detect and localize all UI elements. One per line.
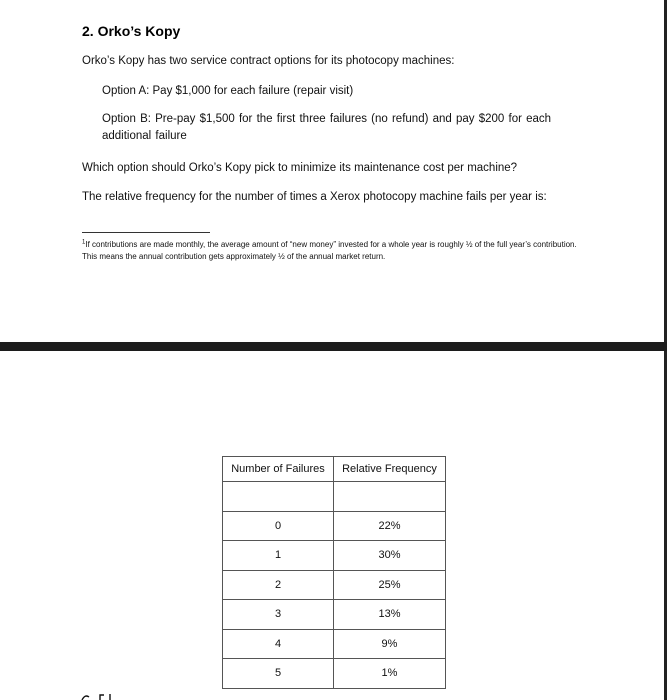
failures-cell: 4 <box>223 629 334 659</box>
table-header-row <box>223 457 446 482</box>
option-b-text: Option B: Pre-pay $1,500 for the first three failures (no refund) and pay $200 for each additional failure <box>102 113 552 142</box>
frequency-cell: 25% <box>334 570 446 600</box>
document-page-top <box>0 0 667 342</box>
table-row <box>223 629 446 659</box>
spacer-cell <box>223 482 334 512</box>
question-text: Which option should Orko’s Kopy pick to minimize its maintenance cost per machine? <box>82 162 518 174</box>
footnote-rule <box>82 232 210 233</box>
table-row <box>223 541 446 571</box>
table-row <box>223 570 446 600</box>
header-relative-frequency: Relative Frequency <box>334 457 446 482</box>
footnote-text: If contributions are made monthly, the average amount of “new money” invested for a whole year is roughly ½ of the full year’s contribution. This means the annual contribution gets approximately ½ of the annual market return. <box>82 240 577 261</box>
page-separator <box>0 342 667 351</box>
header-failures: Number of Failures <box>223 457 334 482</box>
table-row <box>223 659 446 689</box>
failures-cell: 5 <box>223 659 334 689</box>
frequency-cell: 22% <box>334 511 446 541</box>
option-a-text: Option A: Pay $1,000 for each failure (repair visit) <box>102 85 354 97</box>
frequency-cell: 1% <box>334 659 446 689</box>
failures-cell: 0 <box>223 511 334 541</box>
footnote <box>82 239 592 262</box>
cut-off-text-fragment <box>80 692 120 700</box>
table-row <box>223 511 446 541</box>
failures-cell: 2 <box>223 570 334 600</box>
spacer-cell <box>334 482 446 512</box>
section-heading: 2. Orko’s Kopy <box>82 23 181 39</box>
table-row <box>223 600 446 630</box>
footnote-marker: 1 <box>82 239 86 246</box>
frequency-cell: 9% <box>334 629 446 659</box>
frequency-cell: 30% <box>334 541 446 571</box>
frequency-table <box>222 456 446 689</box>
failures-cell: 3 <box>223 600 334 630</box>
table-spacer-row <box>223 482 446 512</box>
intro-paragraph: Orko’s Kopy has two service contract options for its photocopy machines: <box>82 55 455 67</box>
frequency-intro-text: The relative frequency for the number of times a Xerox photocopy machine fails per year is: <box>82 191 547 203</box>
frequency-cell: 13% <box>334 600 446 630</box>
failures-cell: 1 <box>223 541 334 571</box>
